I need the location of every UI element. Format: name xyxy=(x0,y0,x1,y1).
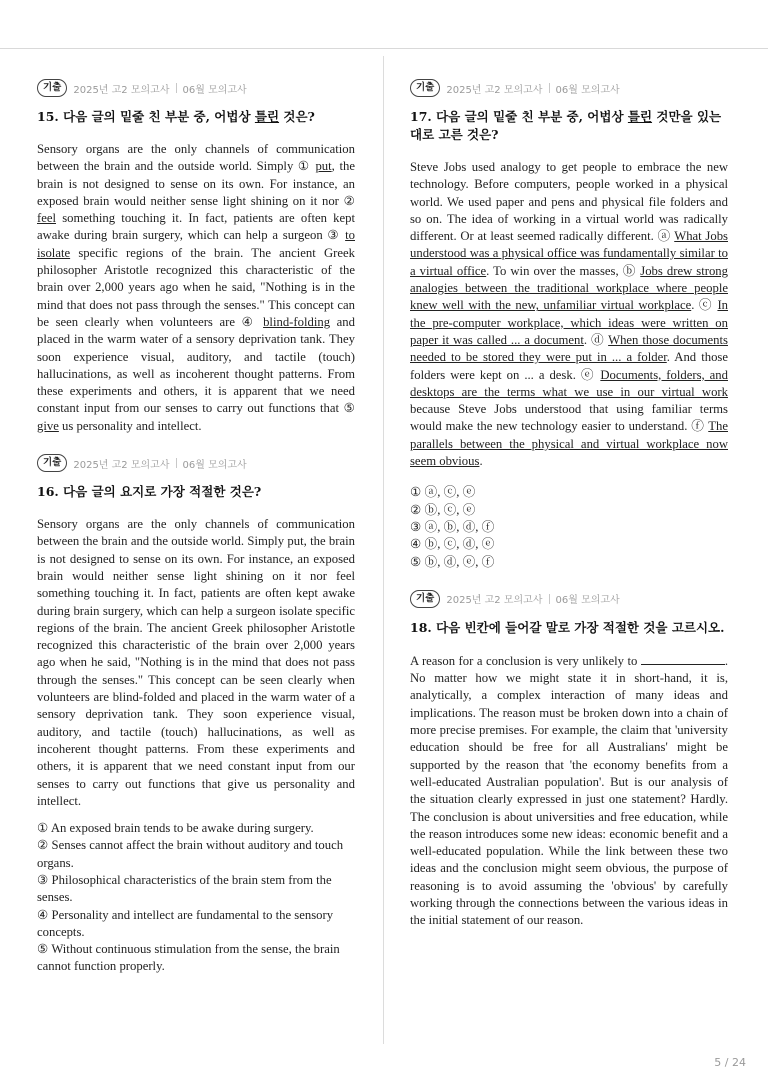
exam-year: 2025년 고2 모의고사 xyxy=(73,459,170,471)
header-rule xyxy=(0,48,768,49)
source-tag xyxy=(410,589,728,609)
underlined-item-2: feel xyxy=(37,211,57,226)
underlined-item-d: When those documents needed to be stored they were put in ... a folder xyxy=(410,332,728,365)
exam-badge: 기출 xyxy=(410,79,440,97)
source-tag xyxy=(410,78,728,98)
question-title: 15. 다음 글의 밑줄 친 부분 중, 어법상 틀린 것은? xyxy=(37,109,315,124)
question-15 xyxy=(37,78,355,435)
tag-separator xyxy=(549,594,550,604)
choice-4[interactable]: ④ ⓑ, ⓒ, ⓓ, ⓔ xyxy=(410,537,495,552)
question-18 xyxy=(410,589,728,930)
choice-2[interactable]: ② Senses cannot affect the brain without auditory and touch organs. xyxy=(37,838,344,870)
question-title: 16. 다음 글의 요지로 가장 적절한 것은? xyxy=(37,484,262,500)
exam-month: 06월 모의고사 xyxy=(182,84,247,96)
source-tag xyxy=(37,78,355,98)
choice-1[interactable]: ① An exposed brain tends to be awake during surgery. xyxy=(37,821,314,836)
question-16 xyxy=(37,453,355,976)
answer-choices xyxy=(37,820,355,976)
tag-separator xyxy=(549,83,550,93)
exam-badge: 기출 xyxy=(37,454,67,472)
page-number: 5 / 24 xyxy=(714,1056,746,1069)
right-column xyxy=(410,78,728,948)
question-passage: A reason for a conclusion is very unlikely to . No matter how we might state it in short-hand, it is, analytically, a complex interaction of many ideas and implications. The reason must be broken down into a chain of more precise premises. For example, the claim that 'university education should be free for all Australians' might be supported by the reason that 'the economy benefits from a well-educated Australian population'. But is our analysis of the situation clearly expressed in just one statement? Hardly. The conclusion is about universities and free education, while the reason introduces some new ideas: economic benefit and a well-educated population. While the link between these two ideas and the conclusion might seem obvious, the purpose of reasoning is to avoid assuming the 'obvious' by carefully working through the connections between the various ideas in the initial statement of our reason. xyxy=(410,653,728,928)
question-title: 17. 다음 글의 밑줄 친 부분 중, 어법상 틀린 것만을 있는 대로 고른 것은? xyxy=(410,109,722,142)
question-passage: Sensory organs are the only channels of communication between the brain and the outside world. Simply put, the brain is not designed to sense on its own. For instance, an exposed brain would neither sense light shining on it nor feel something touching it. In fact, patients are often kept awake during brain surgery, which can help a surgeon isolate specific regions of the brain. The ancient Greek philosopher Aristotle recognized this characteristic of the brain over 2,000 years ago when he said, "Nothing is in the mind that does not pass through the senses." This concept can be seen clearly when volunteers are blind-folded and placed in the warm water of a sensory deprivation tank. They soon experience visual, auditory, and tactile (touch) hallucinations, as well as incoherent thought patterns. From these experiments and others, it is apparent that we need constant input from our senses to carry out functions that give us personality and intellect. xyxy=(37,517,355,808)
exam-year: 2025년 고2 모의고사 xyxy=(446,84,543,96)
left-column xyxy=(37,78,355,994)
choice-1[interactable]: ① ⓐ, ⓒ, ⓔ xyxy=(410,485,476,500)
question-17 xyxy=(410,78,728,571)
column-divider xyxy=(383,56,384,1044)
tag-separator xyxy=(176,458,177,468)
choice-5[interactable]: ⑤ ⓑ, ⓓ, ⓔ, ⓕ xyxy=(410,554,495,569)
tag-separator xyxy=(176,83,177,93)
answer-choices xyxy=(410,484,728,570)
exam-year: 2025년 고2 모의고사 xyxy=(73,84,170,96)
underlined-item-1: put xyxy=(315,159,332,174)
question-passage: Steve Jobs used analogy to get people to embrace the new technology. Before computers, people worked in a physical world. We used paper and pens and physical file folders and so on. The idea of working in a virtual world was radically different. Or at least seemed radically different. ⓐ What Jobs understood was a physical office was fundamentally similar to a virtual office. To win over the masses, ⓑ Jobs drew strong analogies between the traditional workplace where people knew well with the new, unfamiliar virtual workplace. ⓒ In the pre-computer workplace, which ideas were written on paper it was called ... a document. ⓓ When those documents needed to be stored they were put in ... a folder. And those folders were kept on ... a desk. ⓔ Documents, folders, and desktops are the terms what we use in our virtual work because Steve Jobs understood that using familiar terms would make the new technology easier to understand. ⓕ The parallels between the physical and virtual workplace now seem obvious. xyxy=(410,160,729,469)
underlined-item-4: blind-folding xyxy=(263,314,331,329)
answer-blank xyxy=(641,652,725,665)
choice-3[interactable]: ③ Philosophical characteristics of the brain stem from the senses. xyxy=(37,872,332,905)
question-passage: Sensory organs are the only channels of communication between the brain and the outside world. Simply ① put, the brain is not designed to sense on its own. For instance, an exposed brain would neither sense light shining on it nor ② feel something touching it. In fact, patients are often kept awake during brain surgery, which can help a surgeon ③ to isolate specific regions of the brain. The ancient Greek philosopher Aristotle recognized this characteristic of the brain over 2,000 years ago when he said, "Nothing is in the mind that does not pass through the senses." This concept can be seen clearly when volunteers are ④ blind-folding and placed in the warm water of a sensory deprivation tank. They soon experience visual, auditory, and tactile (touch) hallucinations, as well as incoherent thought patterns. From these experiments and others, it is apparent that we need constant input from our senses to carry out functions that ⑤ give us personality and intellect. xyxy=(37,142,355,433)
underlined-item-5: give xyxy=(37,418,59,433)
underlined-item-f: The parallels between the physical and virtual workplace now seem obvious xyxy=(410,419,728,469)
underlined-item-a: What Jobs understood was a physical office was fundamentally similar to a virtual office xyxy=(410,229,728,278)
underlined-item-3: to isolate xyxy=(37,228,355,260)
choice-5[interactable]: ⑤ Without continuous stimulation from the sense, the brain cannot function properly. xyxy=(37,942,340,974)
exam-month: 06월 모의고사 xyxy=(182,459,247,471)
source-tag xyxy=(37,453,355,473)
question-title: 18. 다음 빈칸에 들어갈 말로 가장 적절한 것을 고르시오. xyxy=(410,619,725,635)
exam-year: 2025년 고2 모의고사 xyxy=(446,595,543,607)
choice-4[interactable]: ④ Personality and intellect are fundamental to the sensory concepts. xyxy=(37,907,334,939)
choice-2[interactable]: ② ⓑ, ⓒ, ⓔ xyxy=(410,502,476,517)
exam-badge: 기출 xyxy=(37,79,67,97)
underlined-item-b: Jobs drew strong analogies between the traditional workplace where people knew well with the new, unfamiliar virtual workplace xyxy=(410,263,728,313)
exam-month: 06월 모의고사 xyxy=(555,84,620,96)
exam-month: 06월 모의고사 xyxy=(555,595,620,607)
exam-badge: 기출 xyxy=(410,590,440,608)
underlined-item-e: Documents, folders, and desktops are the terms what we use in our virtual work xyxy=(410,367,728,399)
underlined-item-c: In the pre-computer workplace, which ideas were written on paper it was called ... a document xyxy=(410,298,729,347)
choice-3[interactable]: ③ ⓐ, ⓑ, ⓓ, ⓕ xyxy=(410,519,495,534)
